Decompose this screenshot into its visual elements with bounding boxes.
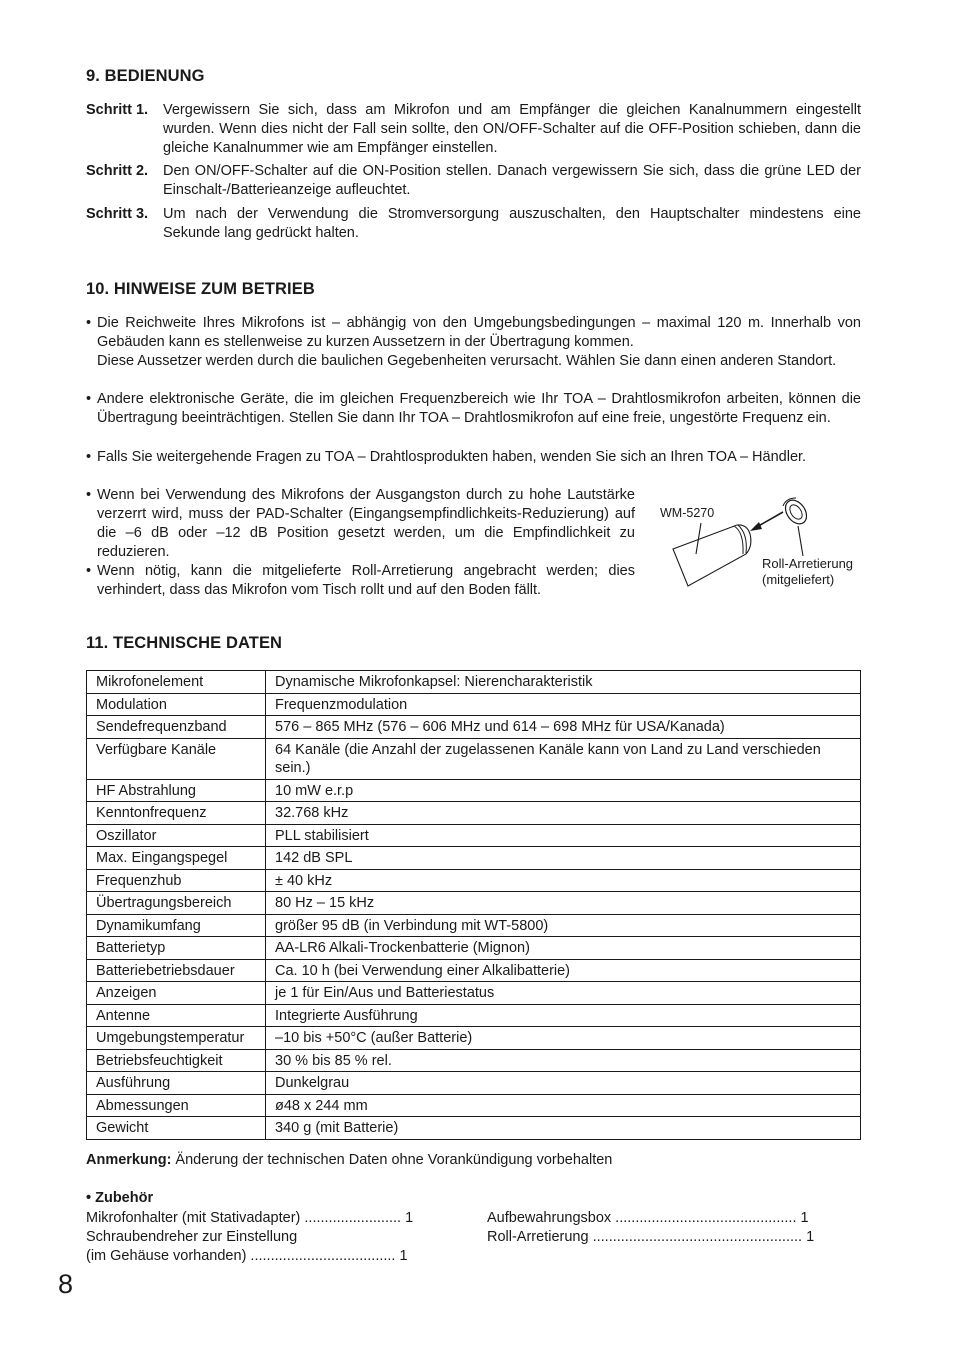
spec-key: Umgebungstemperatur <box>87 1027 266 1050</box>
spec-value: 80 Hz – 15 kHz <box>266 892 861 915</box>
spec-value: PLL stabilisiert <box>266 824 861 847</box>
spec-key: Antenne <box>87 1004 266 1027</box>
table-row <box>87 1072 861 1095</box>
accessory-dots: ........................ <box>300 1210 402 1226</box>
spec-value: 32.768 kHz <box>266 802 861 825</box>
table-row <box>87 959 861 982</box>
spec-value: Integrierte Ausführung <box>266 1004 861 1027</box>
page-number: 8 <box>58 1269 74 1299</box>
section-9-title: 9. BEDIENUNG <box>86 67 205 85</box>
spec-key: Verfügbare Kanäle <box>87 738 266 779</box>
spec-key: Dynamikumfang <box>87 914 266 937</box>
table-row <box>87 847 861 870</box>
accessory-name: Aufbewahrungsbox <box>487 1210 612 1226</box>
table-row <box>87 1049 861 1072</box>
accessory-dots: .................................... <box>246 1248 396 1264</box>
figure-model-label: WM-5270 <box>660 506 715 520</box>
accessory-qty: 1 <box>401 1210 414 1226</box>
list-item <box>86 1228 413 1247</box>
spec-key: Gewicht <box>87 1117 266 1140</box>
table-row <box>87 716 861 739</box>
step-text: Um nach der Verwendung die Stromversorgung auszuschalten, den Hauptschalter mindestens eine Sekunde lang gedrückt halten. <box>163 206 861 241</box>
spec-key: Übertragungsbereich <box>87 892 266 915</box>
step-label: Schritt 3. <box>86 206 149 222</box>
table-row <box>87 802 861 825</box>
bullet-dot: • <box>86 487 92 503</box>
step-3 <box>86 205 861 243</box>
table-row <box>87 738 861 779</box>
spec-key: Max. Eingangspegel <box>87 847 266 870</box>
accessory-name: Schraubendreher zur Einstellung <box>86 1229 298 1245</box>
spec-value: Frequenzmodulation <box>266 693 861 716</box>
section-11-title: 11. TECHNISCHE DATEN <box>86 634 283 652</box>
list-item <box>86 448 861 467</box>
step-text: Vergewissern Sie sich, dass am Mikrofon und am Empfänger die gleichen Kanalnummern eingestellt wurden. Wenn dies nicht der Fall sein sollte, den ON/OFF-Schalter auf die OFF-Position schieben, dann die gleiche Kanalnummer wie am Empfänger einstellen. <box>163 102 861 156</box>
spec-key: Betriebsfeuchtigkeit <box>87 1049 266 1072</box>
bullet-text: Diese Aussetzer werden durch die baulichen Gegebenheiten verursacht. Wählen Sie dann einen anderen Standort. <box>97 353 837 369</box>
list-item <box>86 1247 413 1266</box>
figure-stopper-label: Roll-Arretierung <box>762 556 854 571</box>
section-10-title: 10. HINWEISE ZUM BETRIEB <box>86 280 315 298</box>
list-item <box>86 562 635 600</box>
spec-key: Batterietyp <box>87 937 266 960</box>
accessory-dots: .................................................... <box>588 1229 803 1245</box>
accessories-left-list <box>86 1209 413 1266</box>
list-item <box>487 1209 814 1228</box>
table-row <box>87 892 861 915</box>
spec-value: 30 % bis 85 % rel. <box>266 1049 861 1072</box>
spec-key: Sendefrequenzband <box>87 716 266 739</box>
accessory-dots: ............................................. <box>611 1210 797 1226</box>
spec-value: Dunkelgrau <box>266 1072 861 1095</box>
table-row <box>87 914 861 937</box>
bullet-text: Die Reichweite Ihres Mikrofons ist – abhängig von den Umgebungsbedingungen – maximal 120 m. Innerhalb von Gebäuden kann es stellenweise zu kurzen Aussetzern in der Übertragung kommen. <box>97 315 861 350</box>
table-row <box>87 1004 861 1027</box>
table-row <box>87 1117 861 1140</box>
step-label: Schritt 2. <box>86 163 149 179</box>
accessory-name: Roll-Arretierung <box>487 1229 589 1245</box>
bullet-text: Wenn nötig, kann die mitgelieferte Roll-Arretierung angebracht werden; dies verhindert, dass das Mikrofon vom Tisch rollt und auf den Boden fällt. <box>97 563 635 598</box>
spec-key: Frequenzhub <box>87 869 266 892</box>
bullet-dot: • <box>86 563 92 579</box>
table-row <box>87 779 861 802</box>
spec-table <box>86 670 861 1140</box>
spec-value: 10 mW e.r.p <box>266 779 861 802</box>
list-item <box>487 1228 814 1247</box>
accessory-name: Mikrofonhalter (mit Stativadapter) <box>86 1210 301 1226</box>
spec-key: Modulation <box>87 693 266 716</box>
table-row <box>87 869 861 892</box>
bullet-dot: • <box>86 315 92 331</box>
spec-key: Mikrofonelement <box>87 671 266 694</box>
step-1 <box>86 101 861 158</box>
figure-stopper-note: (mitgeliefert) <box>762 572 835 587</box>
spec-key: Abmessungen <box>87 1094 266 1117</box>
spec-key: Oszillator <box>87 824 266 847</box>
spec-value: 142 dB SPL <box>266 847 861 870</box>
list-item <box>86 390 861 428</box>
spec-key: Anzeigen <box>87 982 266 1005</box>
table-row <box>87 1027 861 1050</box>
spec-value: 340 g (mit Batterie) <box>266 1117 861 1140</box>
table-row <box>87 1094 861 1117</box>
spec-value: –10 bis +50°C (außer Batterie) <box>266 1027 861 1050</box>
spec-value: ± 40 kHz <box>266 869 861 892</box>
list-item <box>86 314 861 371</box>
spec-value: ø48 x 244 mm <box>266 1094 861 1117</box>
accessory-qty: 1 <box>796 1210 809 1226</box>
spec-key: HF Abstrahlung <box>87 779 266 802</box>
table-row <box>87 982 861 1005</box>
bullet-dot: • <box>86 391 92 407</box>
list-item <box>86 1209 413 1228</box>
spec-value: Ca. 10 h (bei Verwendung einer Alkalibatterie) <box>266 959 861 982</box>
spec-value: je 1 für Ein/Aus und Batteriestatus <box>266 982 861 1005</box>
table-row <box>87 693 861 716</box>
bullet-text: Falls Sie weitergehende Fragen zu TOA – Drahtlosprodukten haben, wenden Sie sich an Ihren TOA – Händler. <box>97 449 807 465</box>
accessory-name: (im Gehäuse vorhanden) <box>86 1248 247 1264</box>
bullet-dot: • <box>86 449 92 465</box>
list-item <box>86 486 635 562</box>
note-text: Änderung der technischen Daten ohne Vorankündigung vorbehalten <box>171 1152 613 1168</box>
spec-key: Ausführung <box>87 1072 266 1095</box>
bullet-text: Wenn bei Verwendung des Mikrofons der Ausgangston durch zu hohe Lautstärke verzerrt wird, muss der PAD-Schalter (Eingangsempfindlichkeits-Reduzierung) auf die –6 dB oder –12 dB Position gesetzt werden, um die Empfindlichkeit zu reduzieren. <box>97 487 635 560</box>
step-2 <box>86 162 861 200</box>
spec-note <box>86 1151 612 1170</box>
table-row <box>87 937 861 960</box>
spec-key: Batteriebetriebsdauer <box>87 959 266 982</box>
microphone-figure <box>655 492 870 597</box>
step-label: Schritt 1. <box>86 102 149 118</box>
accessory-qty: 1 <box>802 1229 815 1245</box>
step-text: Den ON/OFF-Schalter auf die ON-Position stellen. Danach vergewissern Sie sich, dass die grüne LED der Einschalt-/Batterieanzeige aufleuchtet. <box>163 163 861 198</box>
table-row <box>87 824 861 847</box>
accessories-right-list <box>487 1209 814 1247</box>
accessories-title: • Zubehör <box>86 1190 154 1206</box>
bullet-text: Andere elektronische Geräte, die im gleichen Frequenzbereich wie Ihr TOA – Drahtlosmikrofon arbeiten, können die Übertragung beeinträchtigen. Stellen Sie dann Ihr TOA – Drahtlosmikrofon auf eine freie, ungestörte Frequenz ein. <box>97 391 861 426</box>
spec-value: 576 – 865 MHz (576 – 606 MHz und 614 – 698 MHz für USA/Kanada) <box>266 716 861 739</box>
spec-key: Kenntonfrequenz <box>87 802 266 825</box>
accessory-qty: 1 <box>395 1248 408 1264</box>
table-row <box>87 671 861 694</box>
spec-value: 64 Kanäle (die Anzahl der zugelassenen Kanäle kann von Land zu Land verschieden sein.) <box>266 738 861 779</box>
spec-value: AA-LR6 Alkali-Trockenbatterie (Mignon) <box>266 937 861 960</box>
spec-value: größer 95 dB (in Verbindung mit WT-5800) <box>266 914 861 937</box>
spec-value: Dynamische Mikrofonkapsel: Nierencharakteristik <box>266 671 861 694</box>
note-label: Anmerkung: <box>86 1152 172 1168</box>
